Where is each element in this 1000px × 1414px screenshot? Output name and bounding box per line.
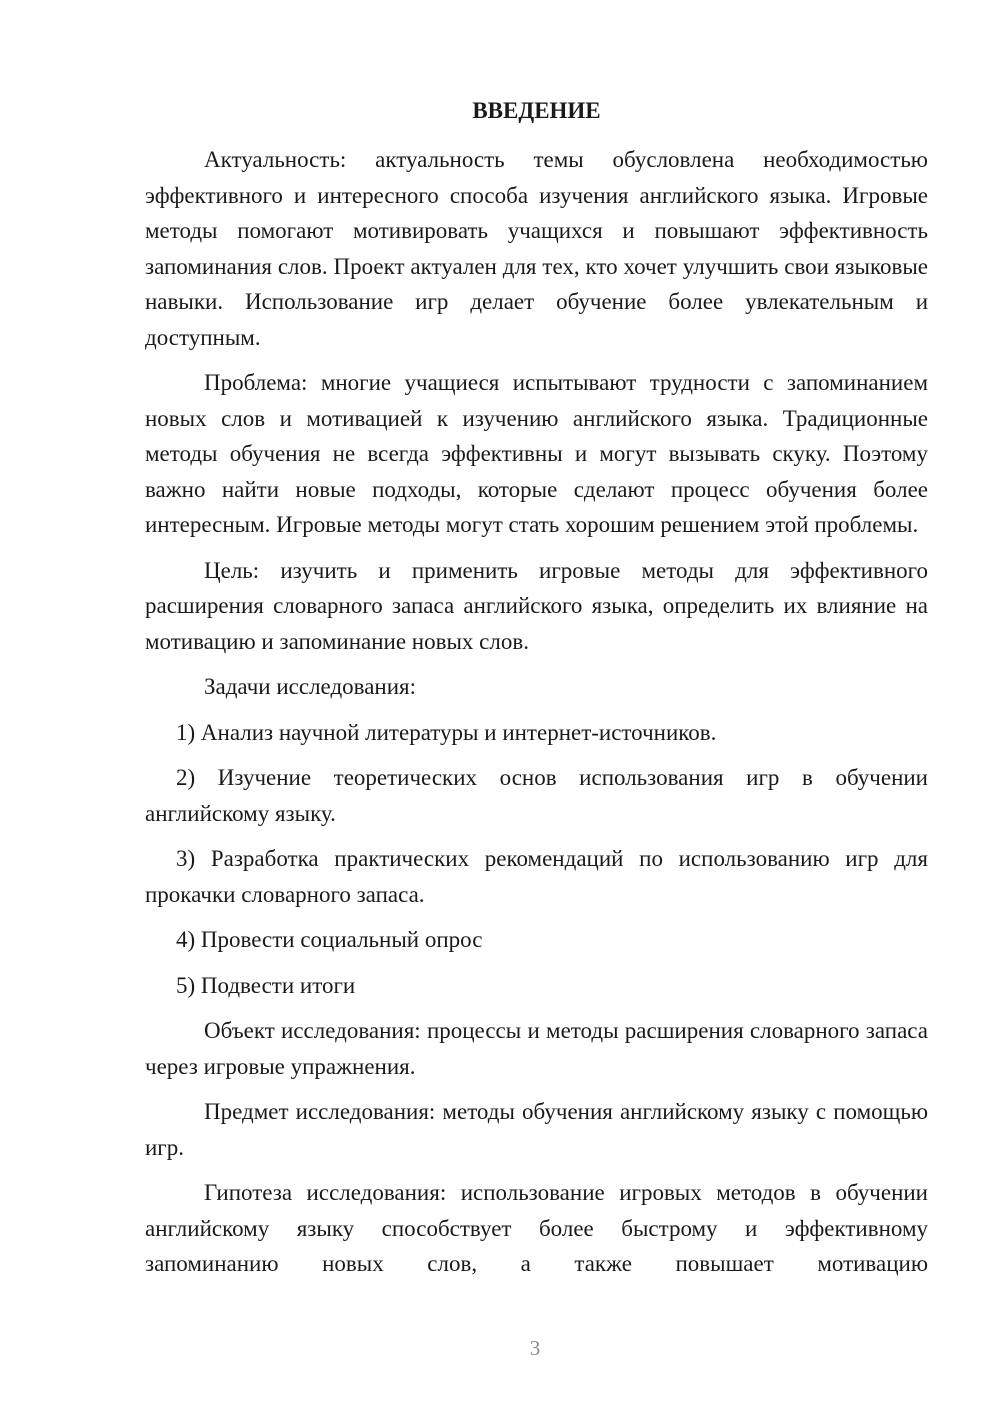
paragraph-object: Объект исследования: процессы и методы расширения словарного запаса через игровые упражнения.	[145, 1018, 928, 1079]
page-title: ВВЕДЕНИЕ	[472, 98, 601, 123]
paragraph-hypothesis: Гипотеза исследования: использование игровых методов в обучении английскому языку способствует более быстрому и эффективному запоминанию новых слов, а также повышает мотивацию	[145, 1180, 928, 1276]
paragraph-subject: Предмет исследования: методы обучения английскому языку с помощью игр.	[145, 1099, 928, 1160]
paragraph-relevance: Актуальность: актуальность темы обусловлена необходимостью эффективного и интересного способа изучения английского языка. Игровые методы помогают мотивировать учащихся и повышают эффективность запоминания слов. Проект актуален для тех, кто хочет улучшить свои языковые навыки. Использование игр делает обучение более увлекательным и доступным.	[145, 147, 928, 350]
paragraph-tasks-heading: Задачи исследования:	[204, 674, 417, 699]
list-item: 5) Подвести итоги	[176, 972, 356, 998]
list-item: 2) Изучение теоретических основ использования игр в обучении английскому языку.	[145, 765, 928, 826]
document-body	[145, 142, 928, 1282]
list-item: 1) Анализ научной литературы и интернет-источников.	[176, 719, 717, 745]
paragraph-problem: Проблема: многие учащиеся испытывают трудности с запоминанием новых слов и мотивацией к изучению английского языка. Традиционные методы обучения не всегда эффективны и могут вызывать скуку. Поэтому важно найти новые подходы, которые сделают процесс обучения более интересным. Игровые методы могут стать хорошим решением этой проблемы.	[145, 370, 928, 537]
list-item: 3) Разработка практических рекомендаций по использованию игр для прокачки словарного запаса.	[145, 846, 928, 907]
page-number: 3	[529, 1336, 541, 1360]
list-item: 4) Провести социальный опрос	[176, 927, 483, 952]
paragraph-goal: Цель: изучить и применить игровые методы для эффективного расширения словарного запаса английского языка, определить их влияние на мотивацию и запоминание новых слов.	[145, 557, 928, 654]
